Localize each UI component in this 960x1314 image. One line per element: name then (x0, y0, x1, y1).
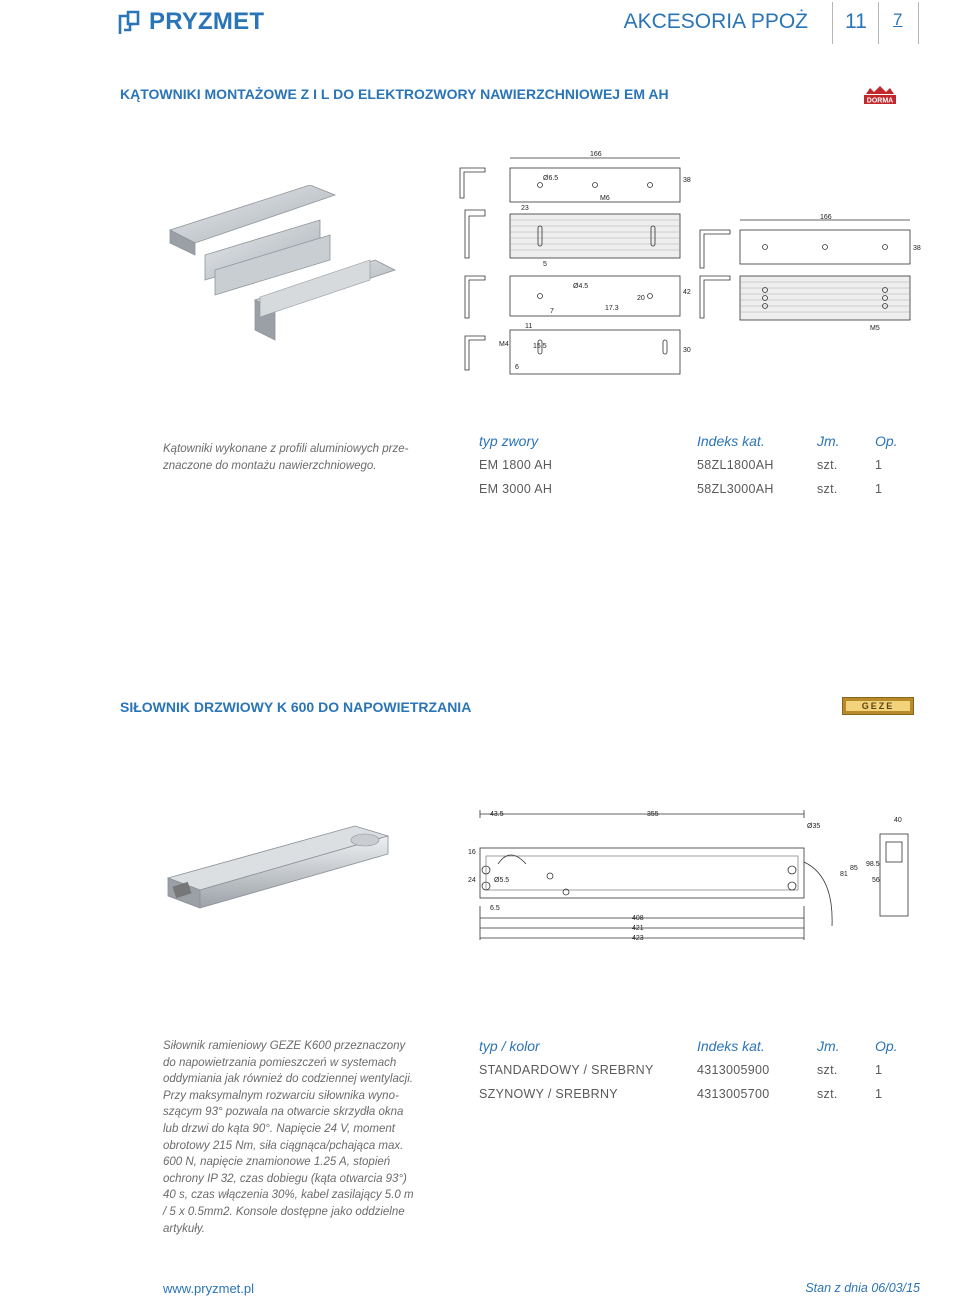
description-line: znaczone do montażu nawierzchniowego. (163, 459, 377, 472)
table-cell: SZYNOWY / SREBRNY (479, 1087, 618, 1101)
column-header: Indeks kat. (697, 1038, 765, 1054)
dim-label: 38 (913, 245, 921, 252)
table-cell: STANDARDOWY / SREBRNY (479, 1063, 654, 1077)
section1-description (163, 441, 408, 474)
dim-label: 17.3 (605, 305, 619, 312)
table-cell: 1 (875, 1063, 883, 1077)
geze-logo (842, 697, 914, 715)
dim-label: 20 (637, 295, 645, 302)
page-sub-number: 7 (893, 10, 903, 29)
column-header: Jm. (817, 433, 840, 449)
dim-label: 166 (820, 214, 832, 221)
section2-description (163, 1038, 414, 1237)
table-cell: 4313005700 (697, 1087, 770, 1101)
table-cell: 58ZL3000AH (697, 482, 774, 496)
table-cell: 1 (875, 482, 883, 496)
geze-logo-text: GEZE (846, 701, 910, 711)
dim-label: M5 (870, 325, 880, 332)
actuator-drawing (462, 806, 922, 946)
column-header: Op. (875, 1038, 898, 1054)
dim-label: 43.5 (490, 811, 504, 818)
dim-label: Ø4.5 (573, 283, 589, 290)
dim-label: 6 (515, 364, 519, 371)
dim-label: 56 (872, 877, 880, 884)
dim-label: 423 (632, 935, 644, 942)
description-line: ochrony IP 32, czas dobiegu (kąta otwarcia 93°) (163, 1172, 407, 1185)
table-cell: szt. (817, 458, 838, 472)
description-line: obrotowy 215 Nm, siła ciągnąca/pchająca max. (163, 1139, 404, 1152)
pryzmet-logo-icon (118, 10, 140, 36)
dim-label: 15.5 (533, 343, 547, 350)
description-line: lub drzwi do kąta 90°. Napięcie 24 V, moment (163, 1122, 395, 1135)
table-cell: 4313005900 (697, 1063, 770, 1077)
dim-label: 355 (647, 811, 659, 818)
dim-label: 5 (543, 261, 547, 268)
category-title: AKCESORIA PPOŻ (623, 10, 808, 33)
dorma-logo-text: DORMA (866, 97, 894, 105)
table-cell: szt. (817, 482, 838, 496)
table-cell: 1 (875, 1087, 883, 1101)
description-line: do napowietrzania pomieszczeń w systemach (163, 1056, 397, 1069)
table-row (479, 1082, 899, 1106)
description-line: oddymiania jak również do codziennej wentylacji. (163, 1073, 413, 1086)
description-line: Siłownik ramieniowy GEZE K600 przeznaczony (163, 1040, 406, 1052)
dim-label: 98.5 (866, 861, 880, 868)
section1-title: KĄTOWNIKI MONTAŻOWE Z I L DO ELEKTROZWORY NAWIERZCHNIOWEJ EM AH (120, 86, 669, 102)
dim-label: 16 (468, 849, 476, 856)
description-line: / 5 x 0.5mm2. Konsole dostępne jako oddzielne (163, 1205, 405, 1218)
description-line: artykuły. (163, 1222, 205, 1235)
dim-label: 30 (683, 347, 691, 354)
description-line: 40 s, czas włączenia 30%, kabel zasilający 5.0 m (163, 1189, 414, 1202)
dim-label: 40 (894, 817, 902, 824)
brackets-photo (160, 185, 400, 345)
dim-label: 7 (550, 308, 554, 315)
dim-label: 85 (850, 865, 858, 872)
dim-label: 421 (632, 925, 644, 932)
dorma-logo (862, 84, 898, 106)
table-cell: szt. (817, 1063, 838, 1077)
table-row (479, 453, 899, 477)
brackets-drawing (455, 148, 930, 380)
description-line: Przy maksymalnym rozwarciu siłownika wyno- (163, 1089, 399, 1102)
table-cell: 1 (875, 458, 883, 472)
section2-product-table (479, 1038, 899, 1106)
dim-label: 408 (632, 915, 644, 922)
page-number: 11 (845, 10, 867, 33)
dim-label: Ø5.5 (494, 877, 510, 884)
header-divider (918, 2, 919, 44)
dim-label: Ø6.5 (543, 175, 559, 182)
column-header: Indeks kat. (697, 433, 765, 449)
actuator-photo (160, 818, 400, 918)
table-cell: szt. (817, 1087, 838, 1101)
table-cell: EM 1800 AH (479, 458, 553, 472)
footer-date: Stan z dnia 06/03/15 (805, 1281, 920, 1295)
dim-label: 23 (521, 205, 529, 212)
section1-product-table (479, 433, 899, 501)
column-header: typ / kolor (479, 1038, 540, 1054)
dim-label: 11 (525, 323, 533, 330)
header-divider (878, 2, 879, 44)
brand-name: PRYZMET (149, 8, 265, 35)
footer-website-link[interactable]: www.pryzmet.pl (163, 1281, 255, 1296)
dim-label: M4 (499, 341, 509, 348)
page-header (0, 0, 960, 46)
dim-label: 38 (683, 177, 691, 184)
table-row (479, 1058, 899, 1082)
dim-label: M6 (600, 195, 610, 202)
table-row (479, 477, 899, 501)
section2-title: SIŁOWNIK DRZWIOWY K 600 DO NAPOWIETRZANIA (120, 699, 472, 715)
dim-label: 24 (468, 877, 476, 884)
dim-label: 42 (683, 289, 691, 296)
table-cell: EM 3000 AH (479, 482, 553, 496)
description-line: 600 N, napięcie znamionowe 1.25 A, stopień (163, 1156, 391, 1169)
dim-label: 81 (840, 871, 848, 878)
dim-label: Ø35 (807, 823, 821, 830)
description-line: Kątowniki wykonane z profili aluminiowych prze- (163, 443, 409, 455)
column-header: typ zwory (479, 433, 539, 449)
description-line: szącym 93° pozwala na otwarcie skrzydła okna (163, 1106, 404, 1119)
dim-label: 166 (590, 151, 602, 158)
header-divider (832, 2, 833, 44)
table-cell: 58ZL1800AH (697, 458, 774, 472)
column-header: Op. (875, 433, 898, 449)
dim-label: 6.5 (490, 905, 500, 912)
column-header: Jm. (817, 1038, 840, 1054)
